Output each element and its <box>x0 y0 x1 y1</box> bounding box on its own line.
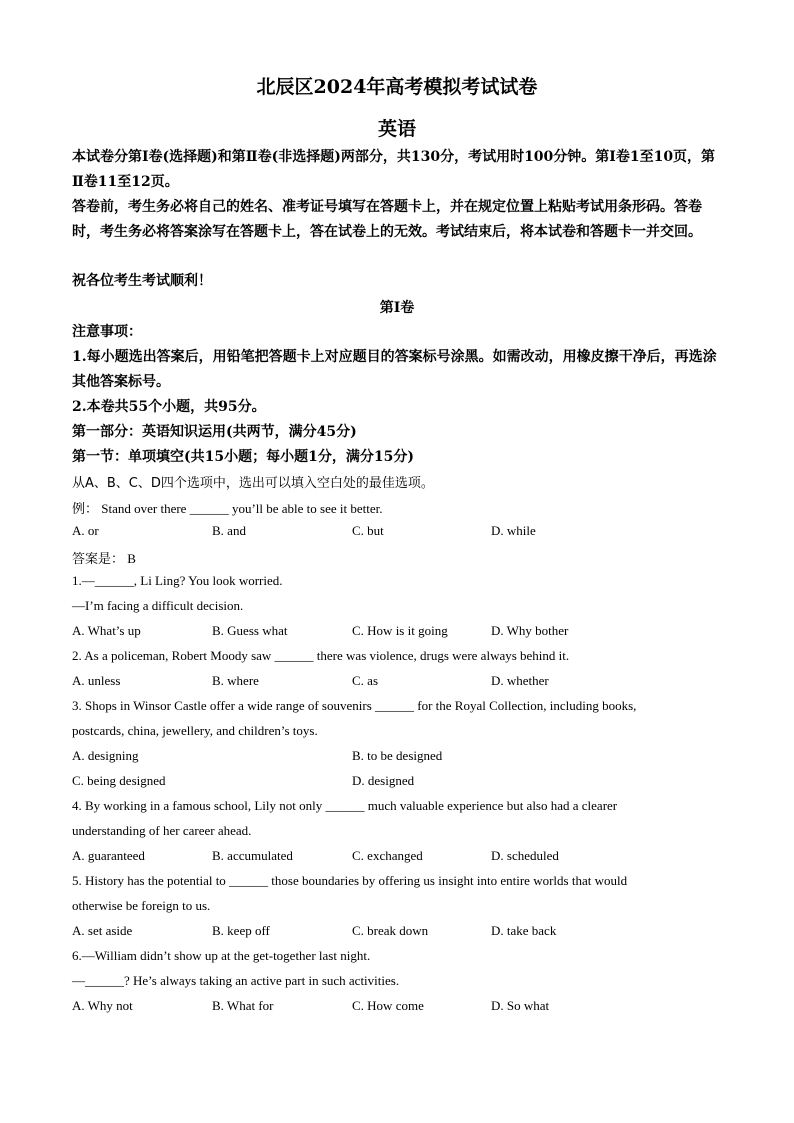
question-2-line-1: 2. As a policeman, Robert Moody saw ______ there was violence, drugs were always behind it. <box>72 648 570 663</box>
subject-title: 英语 <box>377 118 416 140</box>
question-6-line-1: 6.—William didn’t show up at the get-together last night. <box>72 948 371 963</box>
question-1-option-c: C. How is it going <box>352 623 448 638</box>
question-5-option-d: D. take back <box>491 923 557 938</box>
question-4-option-d: D. scheduled <box>491 848 559 863</box>
question-5-option-a: A. set aside <box>72 923 133 938</box>
question-3-option-b: B. to be designed <box>352 748 443 763</box>
note-1: 1.每小题选出答案后，用铅笔把答题卡上对应题目的答案标号涂黑。如需改动，用橡皮擦干净后，再选涂其他答案标号。 <box>72 349 717 390</box>
question-6-option-d: D. So what <box>491 998 550 1013</box>
instruction-text: 从A、B、C、D四个选项中，选出可以填入空白处的最佳选项。 <box>72 476 434 491</box>
question-2-option-b: B. where <box>212 673 259 688</box>
note-2: 2.本卷共55个小题，共95分。 <box>72 399 266 415</box>
question-1-option-a: A. What’s up <box>72 623 141 638</box>
section-title: 第Ⅰ卷 <box>379 300 415 316</box>
example-answer: 答案是： B <box>72 551 136 566</box>
question-2-option-c: C. as <box>352 673 378 688</box>
example-option-a: A. or <box>72 523 99 538</box>
question-4-line-1: 4. By working in a famous school, Lily not only ______ much valuable experience but also had a clearer <box>72 798 618 813</box>
question-3-option-c: C. being designed <box>72 773 166 788</box>
part-one-heading: 第一部分：英语知识运用(共两节，满分45分) <box>72 424 357 440</box>
question-5-option-b: B. keep off <box>212 923 270 938</box>
question-1-line-2: —I’m facing a difficult decision. <box>72 598 244 613</box>
question-4-option-b: B. accumulated <box>212 848 293 863</box>
example-option-c: C. but <box>352 523 384 538</box>
question-6-option-b: B. What for <box>212 998 274 1013</box>
question-6-option-a: A. Why not <box>72 998 133 1013</box>
exam-title: 北辰区2024年高考模拟考试试卷 <box>256 76 538 98</box>
question-1-option-d: D. Why bother <box>491 623 569 638</box>
intro-paragraph-3: 祝各位考生考试顺利！ <box>72 273 212 289</box>
question-5-option-c: C. break down <box>352 923 429 938</box>
question-1-option-b: B. Guess what <box>212 623 288 638</box>
question-6-line-2: —______? He’s always taking an active part in such activities. <box>72 973 400 988</box>
question-4-option-a: A. guaranteed <box>72 848 145 863</box>
section-one-heading: 第一节：单项填空(共15小题；每小题1分，满分15分) <box>72 449 414 465</box>
question-3-line-2: postcards, china, jewellery, and children’s toys. <box>72 723 318 738</box>
question-2-option-d: D. whether <box>491 673 549 688</box>
question-2-option-a: A. unless <box>72 673 121 688</box>
question-1-line-1: 1.—______, Li Ling? You look worried. <box>72 573 283 588</box>
question-3-line-1: 3. Shops in Winsor Castle offer a wide range of souvenirs ______ for the Royal Collection, including books, <box>72 698 637 713</box>
question-5-line-2: otherwise be foreign to us. <box>72 898 211 913</box>
intro-paragraph-1: 本试卷分第Ⅰ卷(选择题)和第Ⅱ卷(非选择题)两部分，共130分，考试用时100分钟。第Ⅰ卷1至10页，第Ⅱ卷11至12页。 <box>72 149 716 190</box>
question-6-option-c: C. How come <box>352 998 424 1013</box>
intro-paragraph-2: 答卷前，考生务必将自己的姓名、准考证号填写在答题卡上，并在规定位置上粘贴考试用条形码。答卷时，考生务必将答案涂写在答题卡上，答在试卷上的无效。考试结束后，将本试卷和答题卡一并交回。 <box>72 199 702 240</box>
question-3-option-d: D. designed <box>352 773 415 788</box>
notes-heading: 注意事项： <box>72 324 142 340</box>
question-4-line-2: understanding of her career ahead. <box>72 823 252 838</box>
question-3-option-a: A. designing <box>72 748 139 763</box>
example-stem: 例： Stand over there ______ you’ll be able to see it better. <box>72 501 383 516</box>
example-option-d: D. while <box>491 523 536 538</box>
question-4-option-c: C. exchanged <box>352 848 423 863</box>
example-option-b: B. and <box>212 523 246 538</box>
question-5-line-1: 5. History has the potential to ______ those boundaries by offering us insight into entire worlds that would <box>72 873 628 888</box>
